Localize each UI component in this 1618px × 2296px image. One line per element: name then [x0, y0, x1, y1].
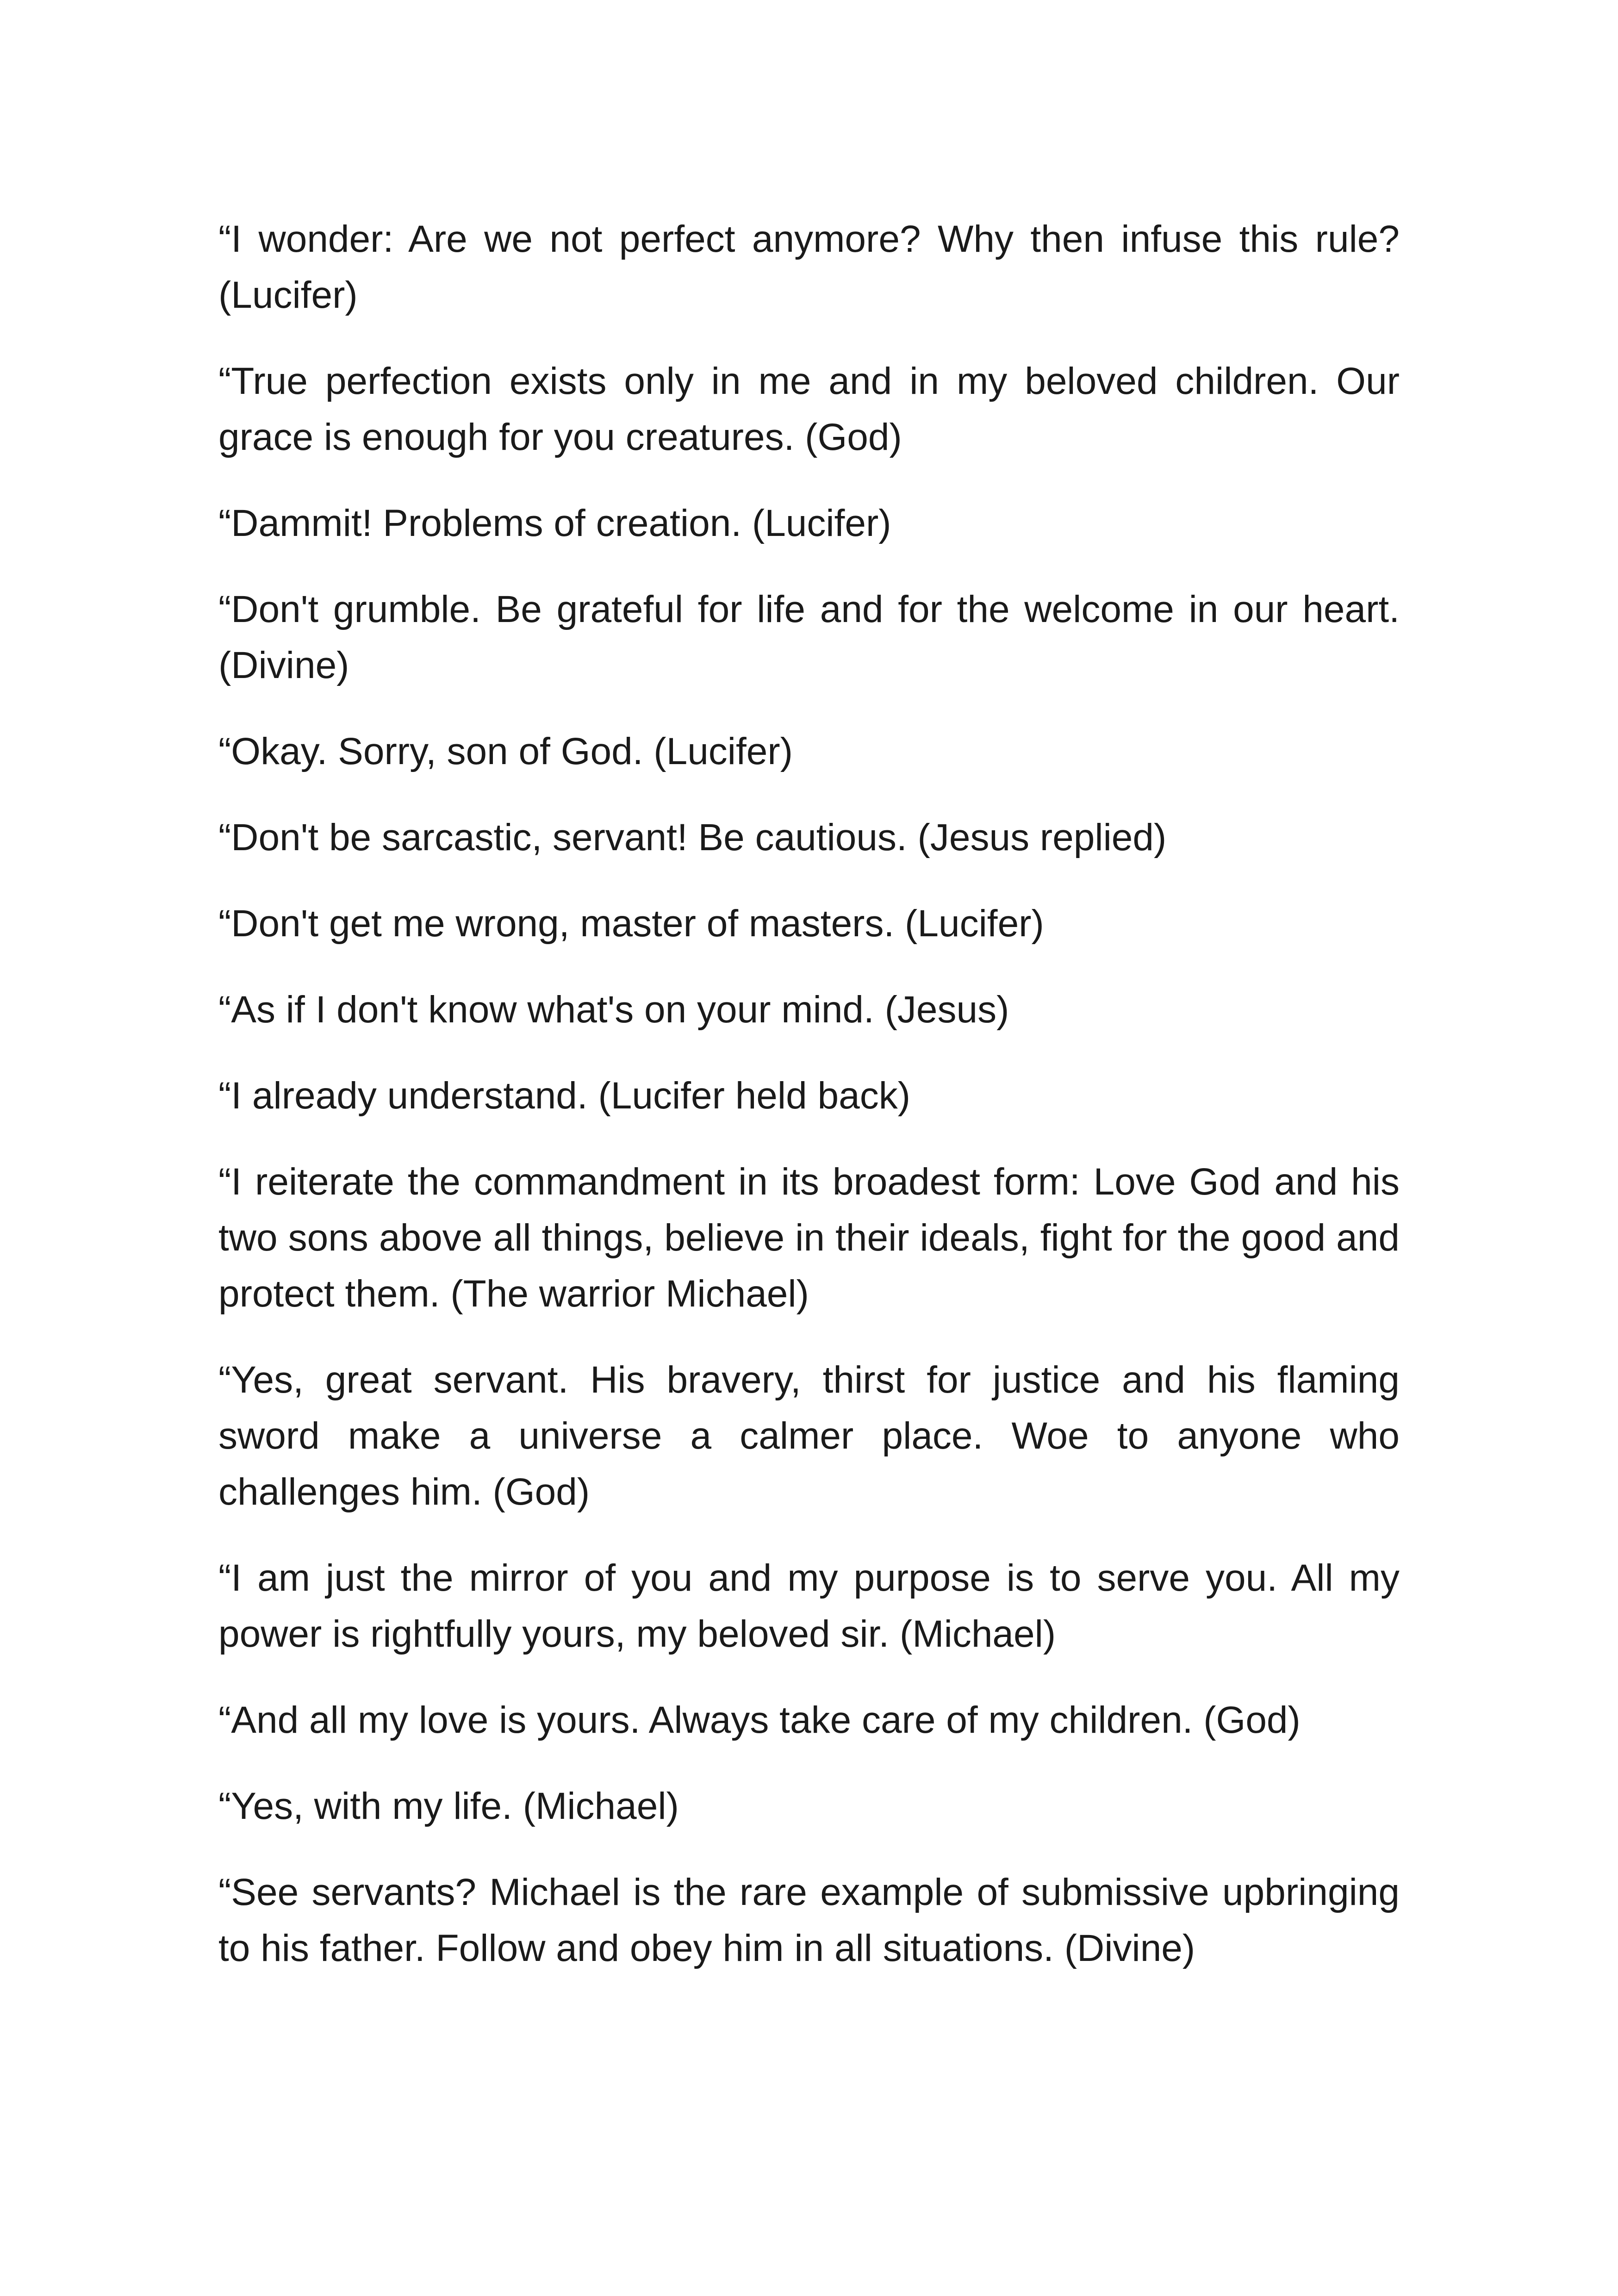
dialogue-text [218, 211, 1400, 2006]
paragraph: “See servants? Michael is the rare example of submissive upbringing to his father. Follow and obey him in all situations. (Divine) [218, 1871, 1400, 1969]
paragraph: “I reiterate the commandment in its broadest form: Love God and his two sons above all things, believe in their ideals, fight for the good and protect them. (The warrior Michael) [218, 1161, 1400, 1315]
paragraph: “Yes, great servant. His bravery, thirst for justice and his flaming sword make a universe a calmer place. Woe to anyone who challenges him. (God) [218, 1359, 1400, 1513]
paragraph: “I am just the mirror of you and my purpose is to serve you. All my power is rightfully yours, my beloved sir. (Michael) [218, 1557, 1400, 1655]
paragraph: “Don't grumble. Be grateful for life and for the welcome in our heart. (Divine) [218, 588, 1400, 686]
paragraph: “Don't get me wrong, master of masters. (Lucifer) [218, 902, 1044, 945]
paragraph: “I wonder: Are we not perfect anymore? Why then infuse this rule? (Lucifer) [218, 218, 1400, 316]
paragraph: “Don't be sarcastic, servant! Be cautious. (Jesus replied) [218, 816, 1167, 859]
paragraph: “And all my love is yours. Always take care of my children. (God) [218, 1699, 1301, 1741]
paragraph: “As if I don't know what's on your mind. (Jesus) [218, 989, 1009, 1031]
paragraph: “Dammit! Problems of creation. (Lucifer) [218, 502, 891, 544]
paragraph: “Yes, with my life. (Michael) [218, 1785, 679, 1827]
paragraph: “I already understand. (Lucifer held back) [218, 1075, 911, 1117]
paragraph: “Okay. Sorry, son of God. (Lucifer) [218, 730, 793, 772]
paragraph: “True perfection exists only in me and in my beloved children. Our grace is enough for you creatures. (God) [218, 360, 1400, 458]
